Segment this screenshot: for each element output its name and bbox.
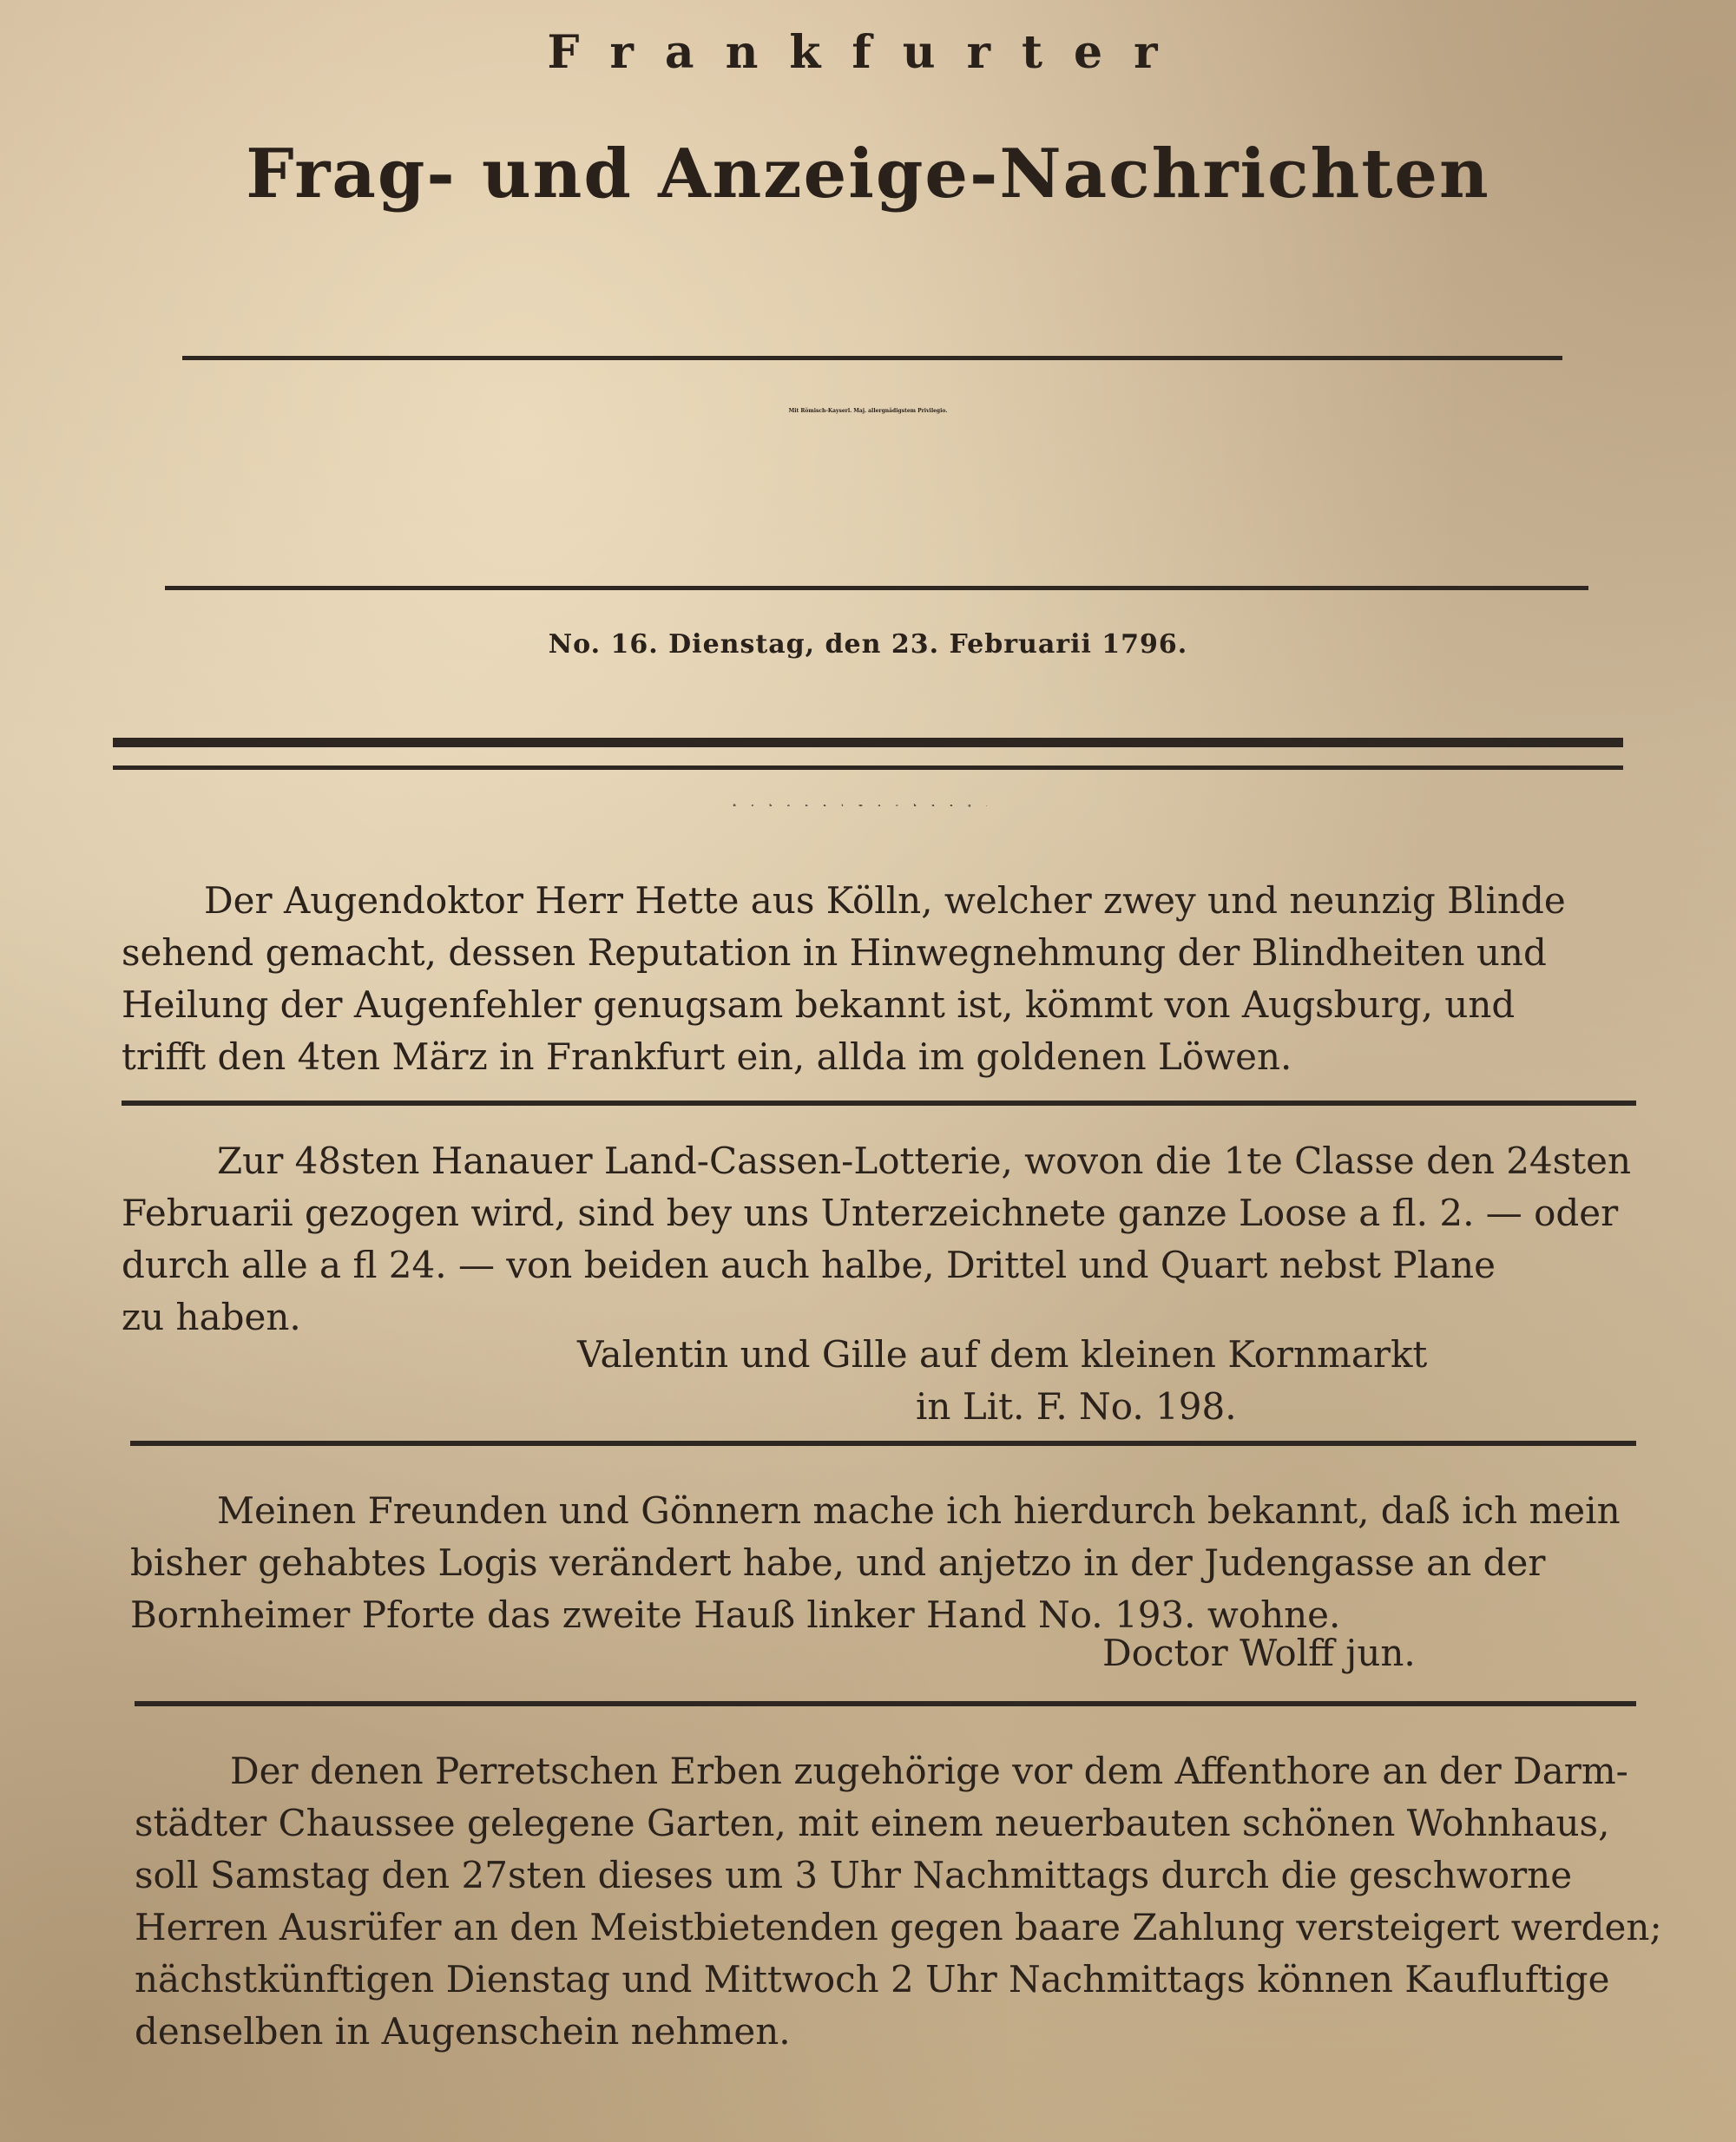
masthead-divider [182, 356, 1562, 360]
notice-2-signature-1: Valentin und Gille auf dem kleinen Kornmarkt [577, 1333, 1428, 1376]
notice-divider-2 [130, 1441, 1636, 1446]
issue-line: No. 16. Dienstag, den 23. Februarii 1796. [548, 629, 1188, 660]
notice-heading: Bekanntmachung. [733, 803, 1003, 807]
notice-4-line-3: soll Samstag den 27sten dieses um 3 Uhr Nachmittags durch die geschworne [135, 1854, 1573, 1896]
notice-2-line-4: zu haben. [122, 1296, 301, 1338]
notice-divider-1 [122, 1101, 1636, 1106]
notice-1-line-4: trifft den 4ten März in Frankfurt ein, allda im goldenen Löwen. [122, 1035, 1292, 1078]
notice-3-signature: Doctor Wolff jun. [1102, 1632, 1416, 1674]
masthead-title-main: Frag- und Anzeige-Nachrichten [246, 135, 1490, 214]
notice-4-line-2: städter Chaussee gelegene Garten, mit einem neuerbauten schönen Wohnhaus, [135, 1802, 1610, 1844]
notice-divider-3 [135, 1701, 1636, 1706]
notice-4-line-4: Herren Ausrüfer an den Meistbietenden gegen baare Zahlung versteigert werden; [135, 1906, 1662, 1948]
notice-3-line-2: bisher gehabtes Logis verändert habe, und anjetzo in der Judengasse an der [130, 1541, 1546, 1584]
masthead-title-top: Frankfurter [547, 26, 1189, 79]
issue-divider-thick [113, 738, 1623, 747]
notice-4-line-6: denselben in Augenschein nehmen. [135, 2010, 791, 2053]
notice-4-line-1: Der denen Perretschen Erben zugehörige vor dem Affenthore an der Darm- [230, 1750, 1628, 1792]
notice-1-line-1: Der Augendoktor Herr Hette aus Kölln, welcher zwey und neunzig Blinde [204, 879, 1566, 922]
privilege-line-1: Mit Römisch-Kayserl. Maj. allergnädigstem Privilegio. [788, 408, 948, 414]
notice-2-signature-2: in Lit. F. No. 198. [916, 1385, 1237, 1428]
notice-4-line-5: nächstkünftigen Dienstag und Mittwoch 2 Uhr Nachmittags können Kaufluftige [135, 1958, 1610, 2001]
issue-divider-thin [113, 765, 1623, 770]
notice-3-line-3: Bornheimer Pforte das zweite Hauß linker Hand No. 193. wohne. [130, 1593, 1341, 1636]
notice-2-line-1: Zur 48sten Hanauer Land-Cassen-Lotterie, wovon die 1te Classe den 24sten [217, 1140, 1631, 1182]
notice-1-line-2: sehend gemacht, dessen Reputation in Hinwegnehmung der Blindheiten und [122, 931, 1547, 974]
notice-1-line-3: Heilung der Augenfehler genugsam bekannt ist, kömmt von Augsburg, und [122, 983, 1516, 1026]
privilege-divider [165, 586, 1588, 590]
notice-3-line-1: Meinen Freunden und Gönnern mache ich hierdurch bekannt, daß ich mein [217, 1489, 1621, 1532]
notice-2-line-2: Februarii gezogen wird, sind bey uns Unterzeichnete ganze Loose a fl. 2. — oder [122, 1192, 1619, 1234]
notice-2-line-3: durch alle a fl 24. — von beiden auch halbe, Drittel und Quart nebst Plane [122, 1244, 1496, 1286]
